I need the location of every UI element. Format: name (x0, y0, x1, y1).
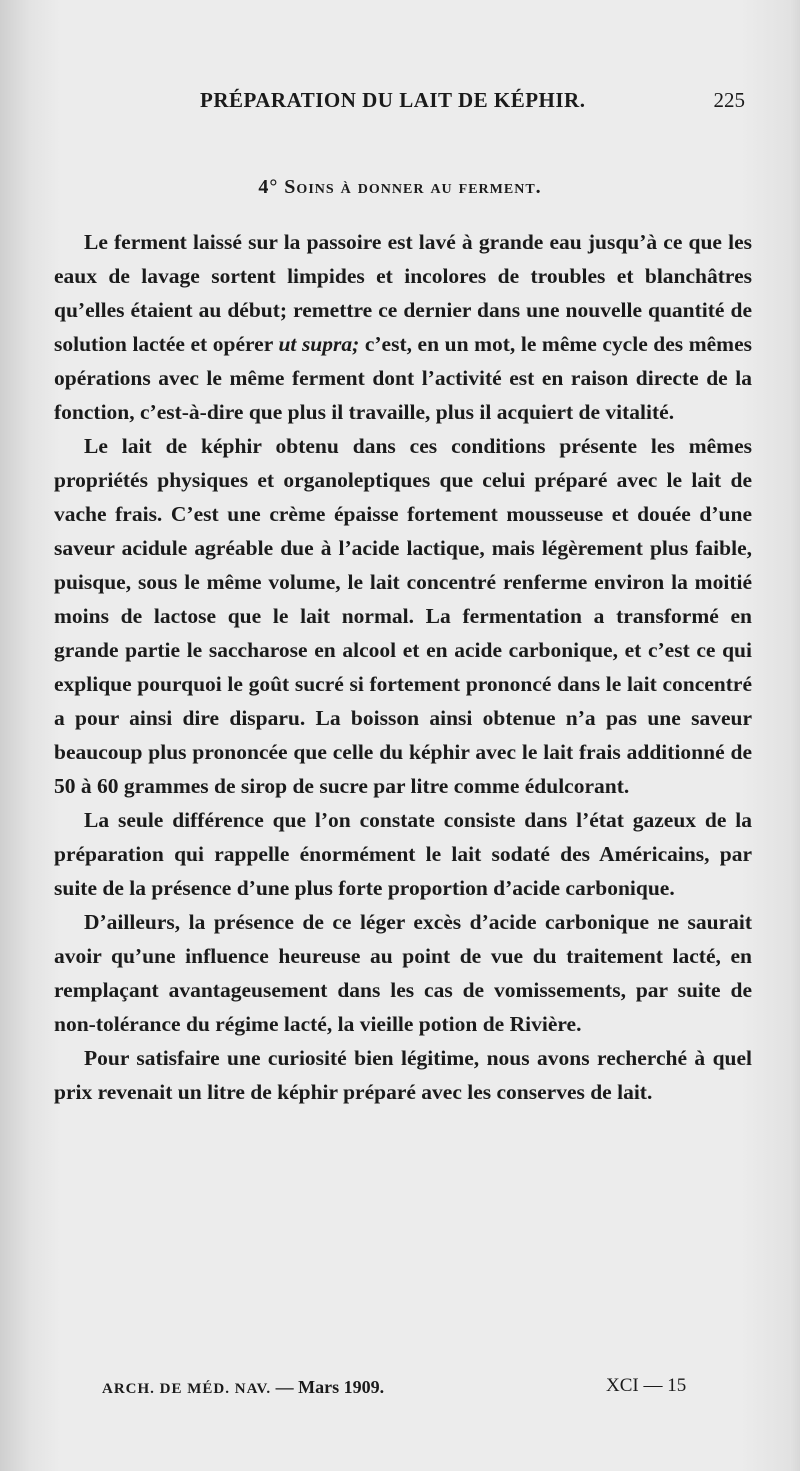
footer-journal (102, 1377, 384, 1398)
paragraph-3: La seule différence que l’on constate consiste dans l’état gazeux de la préparation qui rappelle énormément le lait sodaté des Américains, par suite de la présence d’une plus forte proportion d’acide carbonique. (54, 808, 752, 900)
journal-date: — Mars 1909. (271, 1377, 385, 1397)
journal-abbreviation: ARCH. DE MÉD. NAV. (102, 1381, 272, 1397)
paragraph-5: Pour satisfaire une curiosité bien légitime, nous avons recherché à quel prix revenait un litre de képhir préparé avec les conserves de lait. (54, 1046, 752, 1104)
paragraph-1-italic: ut supra; (278, 332, 360, 356)
signature-mark: XCI — 15 (606, 1375, 687, 1396)
page-footer (0, 1375, 800, 1405)
paragraph-2: Le lait de képhir obtenu dans ces conditions présente les mêmes propriétés physiques et organoleptiques que celui préparé avec le lait de vache frais. C’est une crème épaisse fortement mousseuse et douée d’une saveur acidule agréable due à l’acide lactique, mais légèrement plus faible, puisque, sous le même volume, le lait concentré renferme environ la moitié moins de lactose que le lait normal. La fermentation a transformé en grande partie le saccharose en alcool et en acide carbonique, et c’est ce qui explique pourquoi le goût sucré si fortement prononcé dans le lait concentré a pour ainsi dire disparu. La boisson ainsi obtenue n’a pas une saveur beaucoup plus prononcée que celle du képhir avec le lait frais additionné de 50 à 60 grammes de sirop de sucre par litre comme édulcorant. (54, 434, 752, 798)
page-header (0, 88, 800, 122)
paragraph-1 (54, 225, 752, 429)
paragraph-1-part-b: c’est, en un mot, le même cycle des mêmes opérations avec le même ferment dont l’activité est en raison directe de la fonction, c’est-à-dire que plus il travaille, plus il acquiert de vitalité. (54, 332, 752, 424)
running-title: PRÉPARATION DU LAIT DE KÉPHIR. (200, 88, 586, 112)
paragraph-4: D’ailleurs, la présence de ce léger excès d’acide carbonique ne saurait avoir qu’une influence heureuse au point de vue du traitement lacté, en remplaçant avantageusement dans les cas de vomissements, par suite de non-tolérance du régime lacté, la vieille potion de Rivière. (54, 910, 752, 1036)
section-title: 4° Soins à donner au ferment. (258, 176, 542, 198)
page-number: 225 (713, 88, 745, 112)
body-text (54, 225, 752, 1109)
paragraph-1-part-a: Le ferment laissé sur la passoire est lavé à grande eau jusqu’à ce que les eaux de lavage sortent limpides et incolores de troubles et blanchâtres qu’elles étaient au début; remettre ce dernier dans une nouvelle quantité de solution lactée et opérer (54, 230, 752, 356)
